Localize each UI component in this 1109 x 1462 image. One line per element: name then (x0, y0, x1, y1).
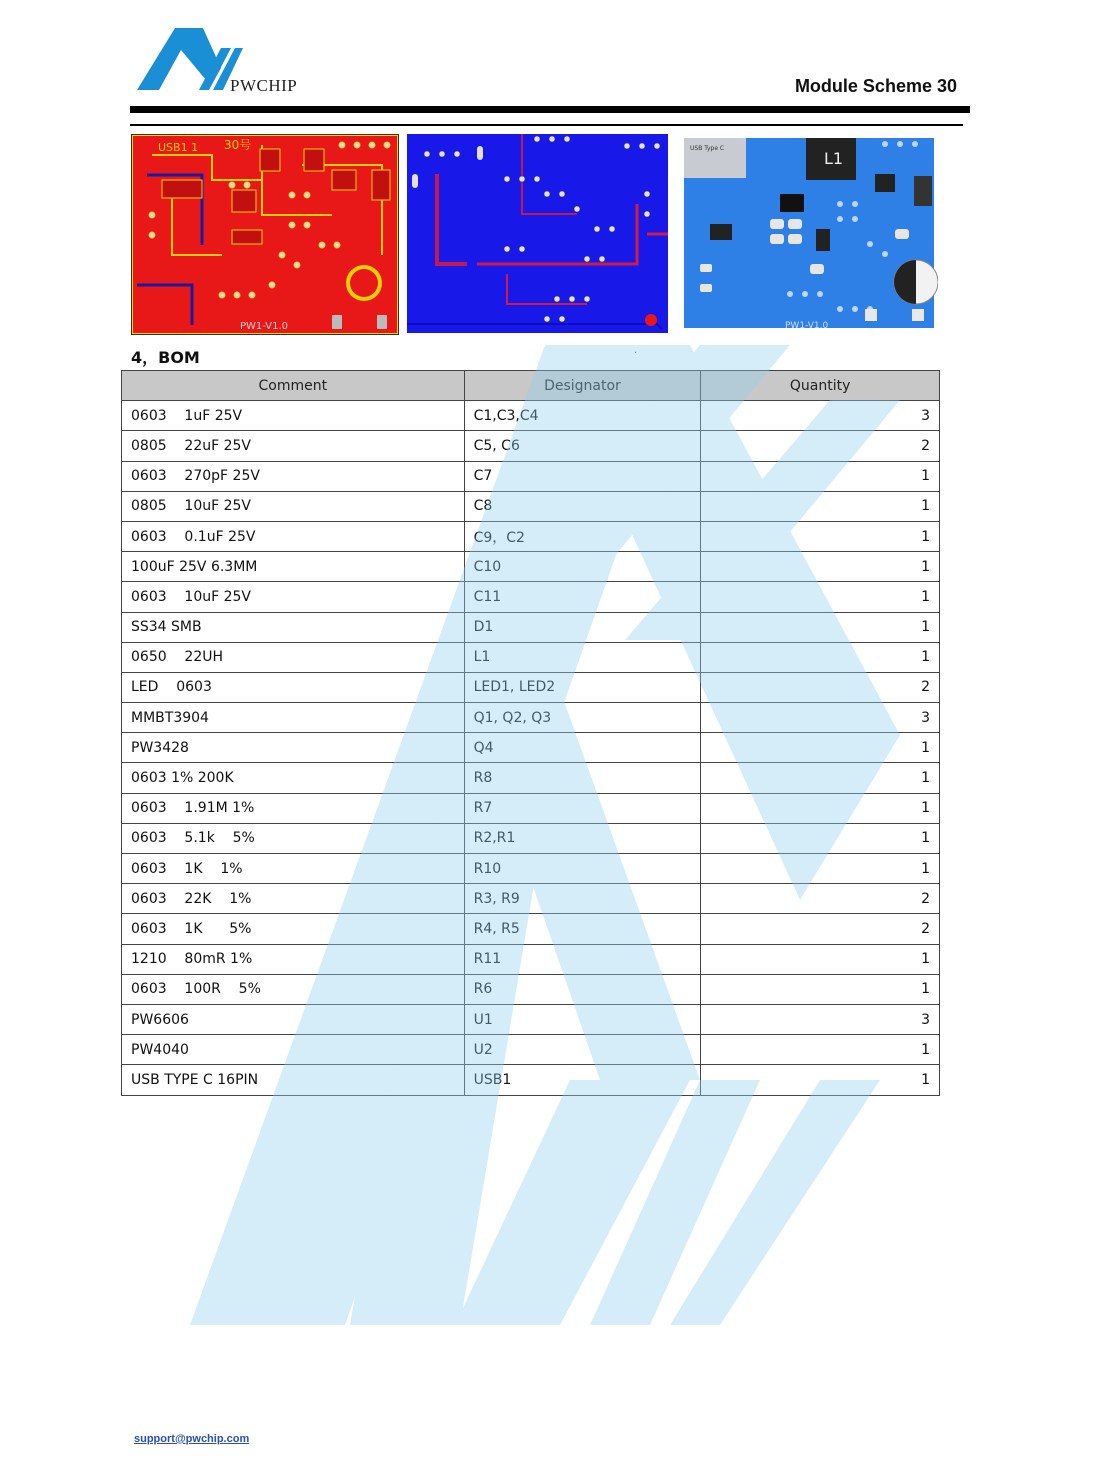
cell-comment: 100uF 25V 6.3MM (122, 552, 465, 582)
cell-designator: R10 (464, 854, 701, 884)
cell-quantity: 1 (701, 763, 940, 793)
cell-quantity: 1 (701, 733, 940, 763)
cell-comment: 0603 1uF 25V (122, 401, 465, 431)
cell-designator: R6 (464, 974, 701, 1004)
table-row (122, 521, 940, 551)
cell-designator: Q4 (464, 733, 701, 763)
cell-quantity: 3 (701, 401, 940, 431)
cell-quantity: 1 (701, 974, 940, 1004)
cell-quantity: 2 (701, 884, 940, 914)
column-header-comment: Comment (122, 371, 465, 401)
bom-table (121, 370, 940, 1096)
cell-quantity: 1 (701, 642, 940, 672)
cell-comment: 0603 1% 200K (122, 763, 465, 793)
table-row (122, 763, 940, 793)
cell-quantity: 1 (701, 612, 940, 642)
pcb-red-usb-label: USB1 1 (158, 141, 199, 154)
table-row (122, 672, 940, 702)
cell-comment: LED 0603 (122, 672, 465, 702)
table-row (122, 733, 940, 763)
cell-quantity: 2 (701, 431, 940, 461)
cell-quantity: 1 (701, 793, 940, 823)
table-row (122, 884, 940, 914)
column-header-designator: Designator (464, 371, 701, 401)
cell-comment: 0603 5.1k 5% (122, 823, 465, 853)
render-silk-label: PW1-V1.0 (785, 321, 829, 331)
cell-designator: Q1, Q2, Q3 (464, 703, 701, 733)
table-row (122, 944, 940, 974)
cell-designator: R11 (464, 944, 701, 974)
cell-comment: PW6606 (122, 1004, 465, 1034)
cell-designator: C9，C2 (464, 521, 701, 551)
table-row (122, 703, 940, 733)
cell-designator: USB1 (464, 1065, 701, 1095)
column-header-quantity: Quantity (701, 371, 940, 401)
table-header-row (122, 371, 940, 401)
table-row (122, 793, 940, 823)
cell-comment: MMBT3904 (122, 703, 465, 733)
cell-comment: PW3428 (122, 733, 465, 763)
cell-designator: L1 (464, 642, 701, 672)
cell-comment: 0603 0.1uF 25V (122, 521, 465, 551)
cell-quantity: 3 (701, 1004, 940, 1034)
cell-comment: USB TYPE C 16PIN (122, 1065, 465, 1095)
cell-comment: 0603 1K 5% (122, 914, 465, 944)
table-row (122, 974, 940, 1004)
pcb-top-layer-image (131, 134, 399, 335)
cell-quantity: 1 (701, 521, 940, 551)
header-rule-thin (130, 124, 963, 126)
render-inductor-label: L1 (824, 149, 844, 168)
cell-designator: R7 (464, 793, 701, 823)
cell-comment: 0603 100R 5% (122, 974, 465, 1004)
pcb-3d-render-image (680, 134, 938, 333)
pcb-red-number-label: 30号 (224, 138, 252, 152)
cell-quantity: 1 (701, 854, 940, 884)
table-row (122, 642, 940, 672)
stray-dot: . (634, 345, 638, 356)
pcb-bottom-layer-image (407, 134, 668, 333)
bom-table-body (122, 401, 940, 1095)
support-email-link[interactable]: support@pwchip.com (134, 1433, 250, 1445)
cell-comment: PW4040 (122, 1035, 465, 1065)
cell-comment: 0650 22UH (122, 642, 465, 672)
table-row (122, 1035, 940, 1065)
page-title: Module Scheme 30 (794, 76, 957, 96)
table-row (122, 1004, 940, 1034)
section-title: 4，BOM (131, 348, 200, 367)
header-rule-thick (130, 106, 970, 113)
cell-quantity: 1 (701, 461, 940, 491)
cell-comment: 0603 22K 1% (122, 884, 465, 914)
logo-text: PWCHIP (230, 76, 298, 95)
cell-designator: R3, R9 (464, 884, 701, 914)
cell-designator: C8 (464, 491, 701, 521)
table-row (122, 612, 940, 642)
table-row (122, 431, 940, 461)
cell-quantity: 1 (701, 823, 940, 853)
cell-designator: C10 (464, 552, 701, 582)
cell-designator: C5, C6 (464, 431, 701, 461)
cell-quantity: 2 (701, 914, 940, 944)
cell-designator: D1 (464, 612, 701, 642)
table-row (122, 854, 940, 884)
pcb-red-silk-label: PW1-V1.0 (240, 321, 289, 332)
cell-designator: R4, R5 (464, 914, 701, 944)
table-row (122, 914, 940, 944)
cell-quantity: 1 (701, 552, 940, 582)
table-row (122, 461, 940, 491)
cell-comment: 0603 1.91M 1% (122, 793, 465, 823)
cell-designator: C11 (464, 582, 701, 612)
cell-designator: R2,R1 (464, 823, 701, 853)
cell-designator: U1 (464, 1004, 701, 1034)
cell-quantity: 2 (701, 672, 940, 702)
cell-quantity: 1 (701, 944, 940, 974)
cell-designator: LED1, LED2 (464, 672, 701, 702)
cell-quantity: 1 (701, 582, 940, 612)
cell-designator: U2 (464, 1035, 701, 1065)
table-row (122, 1065, 940, 1095)
cell-comment: SS34 SMB (122, 612, 465, 642)
cell-quantity: 1 (701, 491, 940, 521)
table-row (122, 582, 940, 612)
cell-comment: 0603 270pF 25V (122, 461, 465, 491)
cell-designator: C1,C3,C4 (464, 401, 701, 431)
cell-comment: 1210 80mR 1% (122, 944, 465, 974)
table-row (122, 552, 940, 582)
cell-quantity: 1 (701, 1035, 940, 1065)
cell-comment: 0603 1K 1% (122, 854, 465, 884)
cell-comment: 0603 10uF 25V (122, 582, 465, 612)
render-usb-type-c-label: USB Type C (690, 145, 725, 152)
cell-quantity: 3 (701, 703, 940, 733)
cell-comment: 0805 22uF 25V (122, 431, 465, 461)
cell-designator: C7 (464, 461, 701, 491)
table-row (122, 401, 940, 431)
cell-quantity: 1 (701, 1065, 940, 1095)
table-row (122, 491, 940, 521)
cell-comment: 0805 10uF 25V (122, 491, 465, 521)
cell-designator: R8 (464, 763, 701, 793)
table-row (122, 823, 940, 853)
